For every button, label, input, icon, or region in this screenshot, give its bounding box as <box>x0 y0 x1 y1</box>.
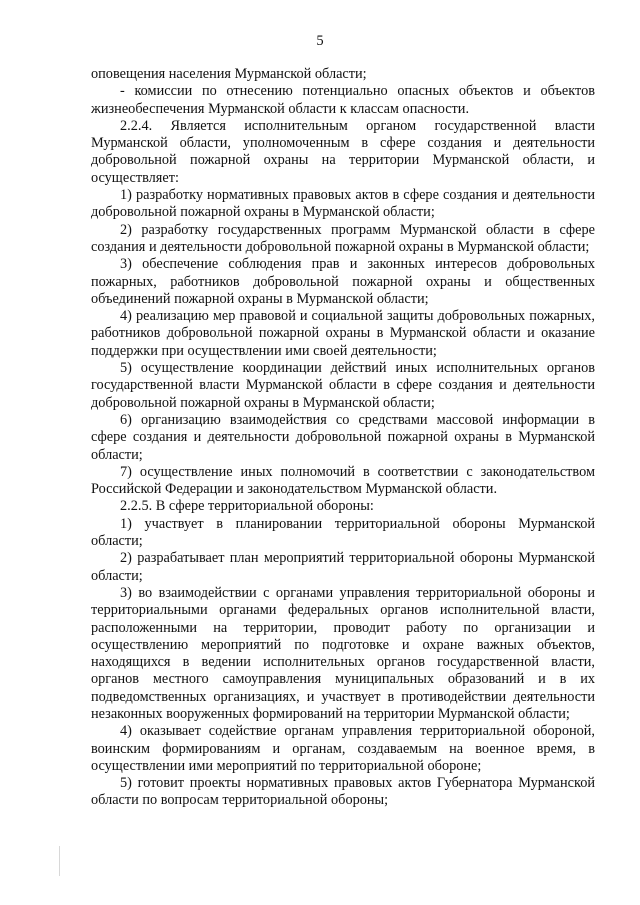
paragraph: 1) разработку нормативных правовых актов в сфере создания и деятельности добровольной пожарной охраны в Мурманской области; <box>91 187 595 221</box>
paragraph: 2) разрабатывает план мероприятий территориальной обороны Мурманской области; <box>91 550 595 584</box>
paragraph: 2.2.5. В сфере территориальной обороны: <box>120 498 374 515</box>
paragraph: 4) реализацию мер правовой и социальной защиты добровольных пожарных, работников добровольной пожарной охраны в Мурманской области и оказание поддержки при осуществлении ими своей деятельности; <box>91 308 595 359</box>
paragraph: - комиссии по отнесению потенциально опасных объектов и объектов жизнеобеспечения Мурманской области к классам опасности. <box>91 83 595 117</box>
paragraph: 5) осуществление координации действий иных исполнительных органов государственной власти Мурманской области в сфере создания и деятельности добровольной пожарной охраны в Мурманской области; <box>91 360 595 411</box>
paragraph: 4) оказывает содействие органам управления территориальной обороной, воинским формированиям и органам, создаваемым на военное время, в осуществлении ими мероприятий по территориальной обороне; <box>91 723 595 774</box>
document-body <box>91 66 595 810</box>
paragraph: 2) разработку государственных программ Мурманской области в сфере создания и деятельности добровольной пожарной охраны в Мурманской области; <box>91 221 595 255</box>
paragraph: 6) организацию взаимодействия со средствами массовой информации в сфере создания и деятельности добровольной пожарной охраны в Мурманской области; <box>91 411 595 463</box>
paragraph: оповещения населения Мурманской области; <box>91 66 367 82</box>
paragraph: 3) во взаимодействии с органами управления территориальной обороны и территориальными органами федеральных органов исполнительной власти, расположенными на территории, проводит работу по организации и осуществлению мероприятий по подготовке и охране важных объектов, находящихся в ведении исполнительных органов государственной власти, органов местного самоуправления муниципальных образований и в их подведомственных организациях, и участвует в противодействии деятельности незаконных вооруженных формирований на территории Мурманской области; <box>91 584 595 722</box>
paragraph: 7) осуществление иных полномочий в соответствии с законодательством Российской Федерации и законодательством Мурманской области. <box>91 463 595 498</box>
scan-margin-mark <box>59 846 60 876</box>
paragraph: 5) готовит проекты нормативных правовых актов Губернатора Мурманской области по вопросам территориальной обороны; <box>91 775 595 809</box>
paragraph: 2.2.4. Является исполнительным органом государственной власти Мурманской области, уполномоченным в сфере создания и деятельности добровольной пожарной охраны на территории Мурманской области, и осуществляет: <box>91 117 595 186</box>
page-number: 5 <box>316 33 324 49</box>
paragraph: 3) обеспечение соблюдения прав и законных интересов добровольных пожарных, работников добровольной пожарной охраны и общественных объединений пожарной охраны в Мурманской области; <box>91 256 595 307</box>
paragraph: 1) участвует в планировании территориальной обороны Мурманской области; <box>91 515 595 550</box>
